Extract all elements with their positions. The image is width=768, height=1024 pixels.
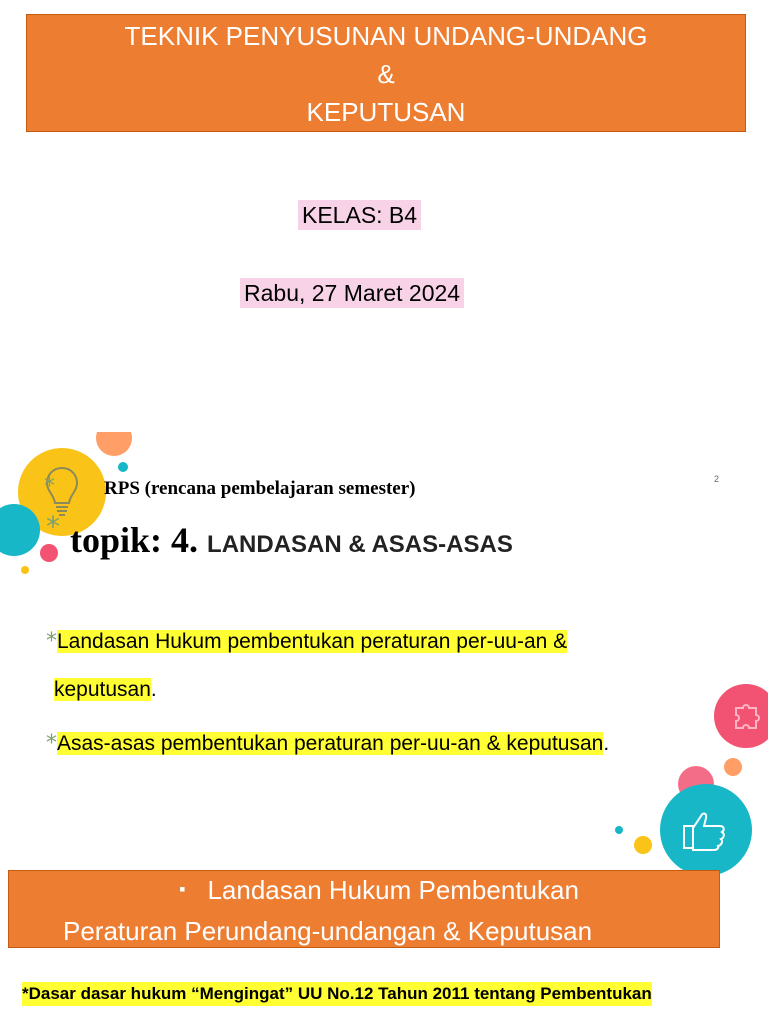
- section-title-line-2: Peraturan Perundang-undangan & Keputusan: [63, 916, 593, 946]
- star-bullet-icon: *: [46, 731, 57, 756]
- kelas-label: KELAS: B4: [298, 200, 421, 230]
- section-title-line-1: Landasan Hukum Pembentukan: [207, 875, 579, 905]
- list-item-continuation: [54, 676, 157, 704]
- topic-heading: [70, 518, 513, 567]
- slide-number: 2: [714, 474, 720, 484]
- thumbs-up-icon: [682, 808, 728, 852]
- title-line-1: TEKNIK PENYUSUNAN UNDANG-UNDANG: [124, 21, 648, 51]
- list-item: [46, 730, 609, 758]
- bullet-text: Landasan Hukum pembentukan peraturan per-uu-an &: [57, 630, 568, 653]
- bullet-suffix: .: [603, 732, 610, 755]
- bullet-text: Asas-asas pembentukan peraturan per-uu-an & keputusan: [57, 732, 604, 755]
- title-banner: [26, 14, 746, 132]
- star-bullet-icon: *: [46, 510, 60, 543]
- topic-label: topik: 4.: [70, 520, 199, 560]
- decor-circle-yellow-dot: [21, 566, 29, 574]
- section-banner: [8, 870, 720, 948]
- rps-label: RPS (rencana pembelajaran semester): [104, 478, 416, 499]
- puzzle-icon: [730, 700, 762, 732]
- topic-subtitle: LANDASAN & ASAS-ASAS: [207, 531, 513, 558]
- decor-circle-teal-dot-right: [615, 826, 623, 834]
- star-bullet-icon: *: [44, 474, 55, 499]
- star-bullet-icon: *: [46, 629, 57, 654]
- decor-circle-teal-dot: [118, 462, 128, 472]
- title-line-3: KEPUTUSAN: [306, 97, 466, 127]
- title-line-2: &: [377, 59, 395, 89]
- decor-circle-peach-small: [724, 758, 742, 776]
- bullet-suffix: .: [150, 678, 157, 701]
- decor-circle-yellow-right: [634, 836, 652, 854]
- footer-note: *Dasar dasar hukum “Mengingat” UU No.12 Tahun 2011 tentang Pembentukan: [22, 982, 652, 1006]
- decor-circle-peach-top: [96, 420, 132, 456]
- list-item: [46, 628, 567, 656]
- decor-circle-pink-small: [40, 544, 58, 562]
- bullet-text: keputusan: [54, 678, 151, 701]
- square-bullet-icon: ▪: [179, 879, 186, 899]
- date-label: Rabu, 27 Maret 2024: [240, 278, 464, 308]
